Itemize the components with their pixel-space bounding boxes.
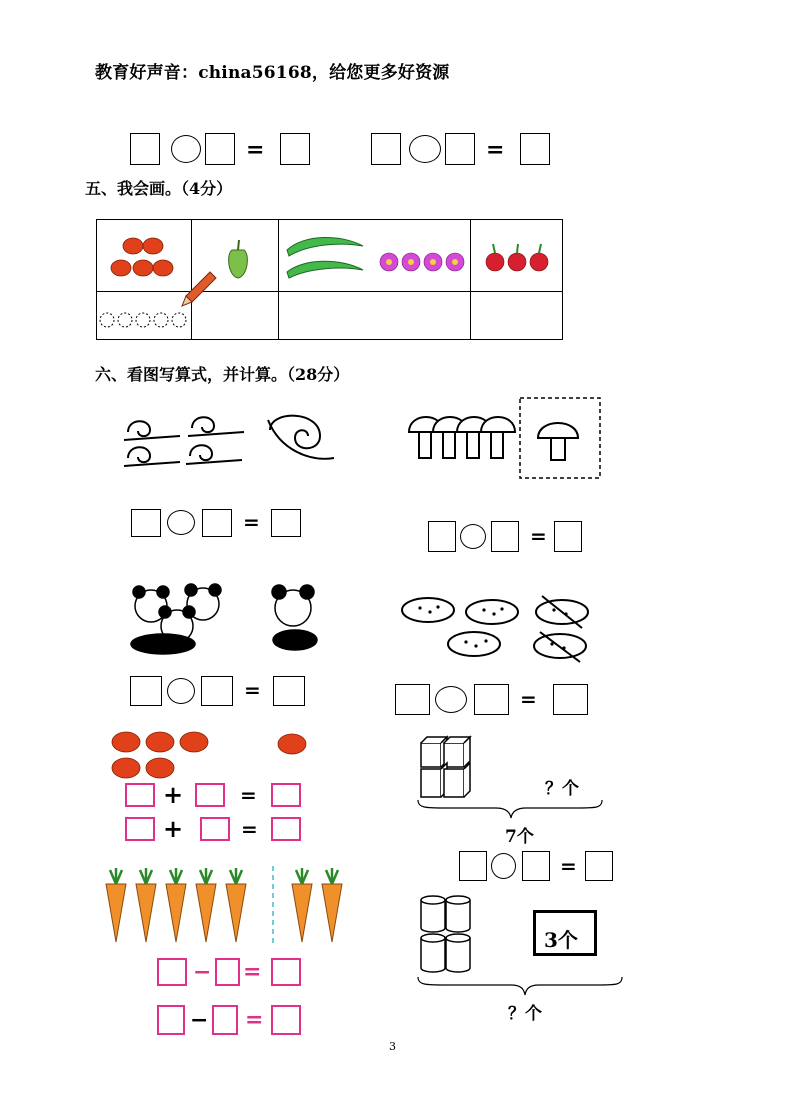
cube-icon: [418, 735, 478, 805]
table-cell-tomatoes: [96, 219, 192, 292]
answer-box[interactable]: [195, 783, 225, 807]
section-five-title: 五、我会画。（4分）: [85, 179, 233, 198]
question-label-2: ？个: [508, 1004, 542, 1024]
answer-box[interactable]: [554, 521, 582, 552]
answer-box[interactable]: [491, 521, 519, 552]
equals-sign: =: [243, 959, 262, 985]
answer-box[interactable]: [553, 684, 588, 715]
brace-icon: [416, 798, 606, 820]
answer-box[interactable]: [520, 133, 550, 165]
operator-circle[interactable]: [167, 678, 195, 704]
radish-icon: [471, 220, 564, 293]
page-header: 教育好声音：china56168，给您更多好资源: [95, 63, 450, 83]
answer-box[interactable]: [125, 783, 155, 807]
answer-box[interactable]: [428, 521, 456, 552]
answer-box[interactable]: [459, 851, 487, 881]
drawing-cell-example[interactable]: [96, 291, 192, 340]
table-cell-beans-flowers: [278, 219, 471, 292]
equals-sign: =: [486, 137, 505, 163]
answer-box[interactable]: [157, 958, 187, 986]
operator-circle[interactable]: [167, 510, 195, 535]
cylinder-icon: [418, 892, 478, 974]
answer-box[interactable]: [273, 676, 305, 706]
operator-circle[interactable]: [460, 524, 486, 549]
drawing-cell-beans-flowers[interactable]: [278, 291, 471, 340]
dashed-circles-example: [97, 292, 193, 341]
answer-box[interactable]: [271, 1005, 301, 1035]
question-label: ？个: [545, 779, 579, 799]
answer-box[interactable]: [271, 783, 301, 807]
equals-sign: =: [530, 524, 547, 548]
answer-box[interactable]: [131, 509, 161, 537]
tomato-icon: [97, 220, 193, 293]
answer-box[interactable]: [445, 133, 475, 165]
plus-sign: +: [163, 814, 184, 843]
answer-box[interactable]: [212, 1005, 238, 1035]
operator-circle[interactable]: [491, 853, 516, 879]
drawing-cell-radishes[interactable]: [470, 291, 563, 340]
minus-sign: −: [190, 1007, 209, 1033]
answer-box[interactable]: [130, 676, 162, 706]
total-label: 7个: [505, 827, 534, 847]
brace-icon: [416, 975, 626, 997]
answer-box[interactable]: [371, 133, 401, 165]
plus-sign: +: [163, 780, 184, 809]
operator-circle[interactable]: [409, 135, 441, 163]
table-cell-radishes: [470, 219, 563, 292]
mushroom-icon: [403, 398, 603, 480]
answer-box[interactable]: [215, 958, 240, 986]
answer-box[interactable]: [395, 684, 430, 715]
equals-sign: =: [243, 510, 260, 534]
bean-pod-icon: [279, 220, 379, 293]
answer-box[interactable]: [201, 676, 233, 706]
equals-sign: =: [244, 678, 261, 702]
answer-box[interactable]: [125, 817, 155, 841]
minus-sign: −: [193, 959, 212, 985]
answer-box[interactable]: [585, 851, 613, 881]
panda-icon: [123, 578, 333, 658]
answer-box[interactable]: [157, 1005, 185, 1035]
flower-icon: [379, 220, 469, 293]
pencil-icon: [180, 268, 220, 308]
tomato-icon: [108, 730, 318, 782]
carrot-icon: [98, 866, 358, 946]
answer-box[interactable]: [474, 684, 509, 715]
equals-sign: =: [520, 687, 537, 711]
answer-box[interactable]: [280, 133, 310, 165]
equals-sign: =: [560, 854, 577, 878]
answer-box[interactable]: [200, 817, 230, 841]
operator-circle[interactable]: [171, 135, 201, 163]
page-number: 3: [389, 1040, 396, 1053]
given-box: [533, 910, 597, 956]
answer-box[interactable]: [130, 133, 160, 165]
equals-sign: =: [240, 783, 257, 807]
answer-box[interactable]: [522, 851, 550, 881]
biscuit-icon: [400, 592, 600, 664]
equals-sign: =: [241, 817, 258, 841]
given-label: 3个: [544, 928, 578, 952]
section-six-title: 六、看图写算式，并计算。（28分）: [95, 365, 350, 384]
snail-icon: [120, 400, 350, 470]
answer-box[interactable]: [271, 817, 301, 841]
answer-box[interactable]: [271, 509, 301, 537]
operator-circle[interactable]: [435, 686, 467, 713]
equals-sign: =: [246, 137, 265, 163]
answer-box[interactable]: [271, 958, 301, 986]
answer-box[interactable]: [202, 509, 232, 537]
answer-box[interactable]: [205, 133, 235, 165]
equals-sign: =: [245, 1007, 264, 1033]
